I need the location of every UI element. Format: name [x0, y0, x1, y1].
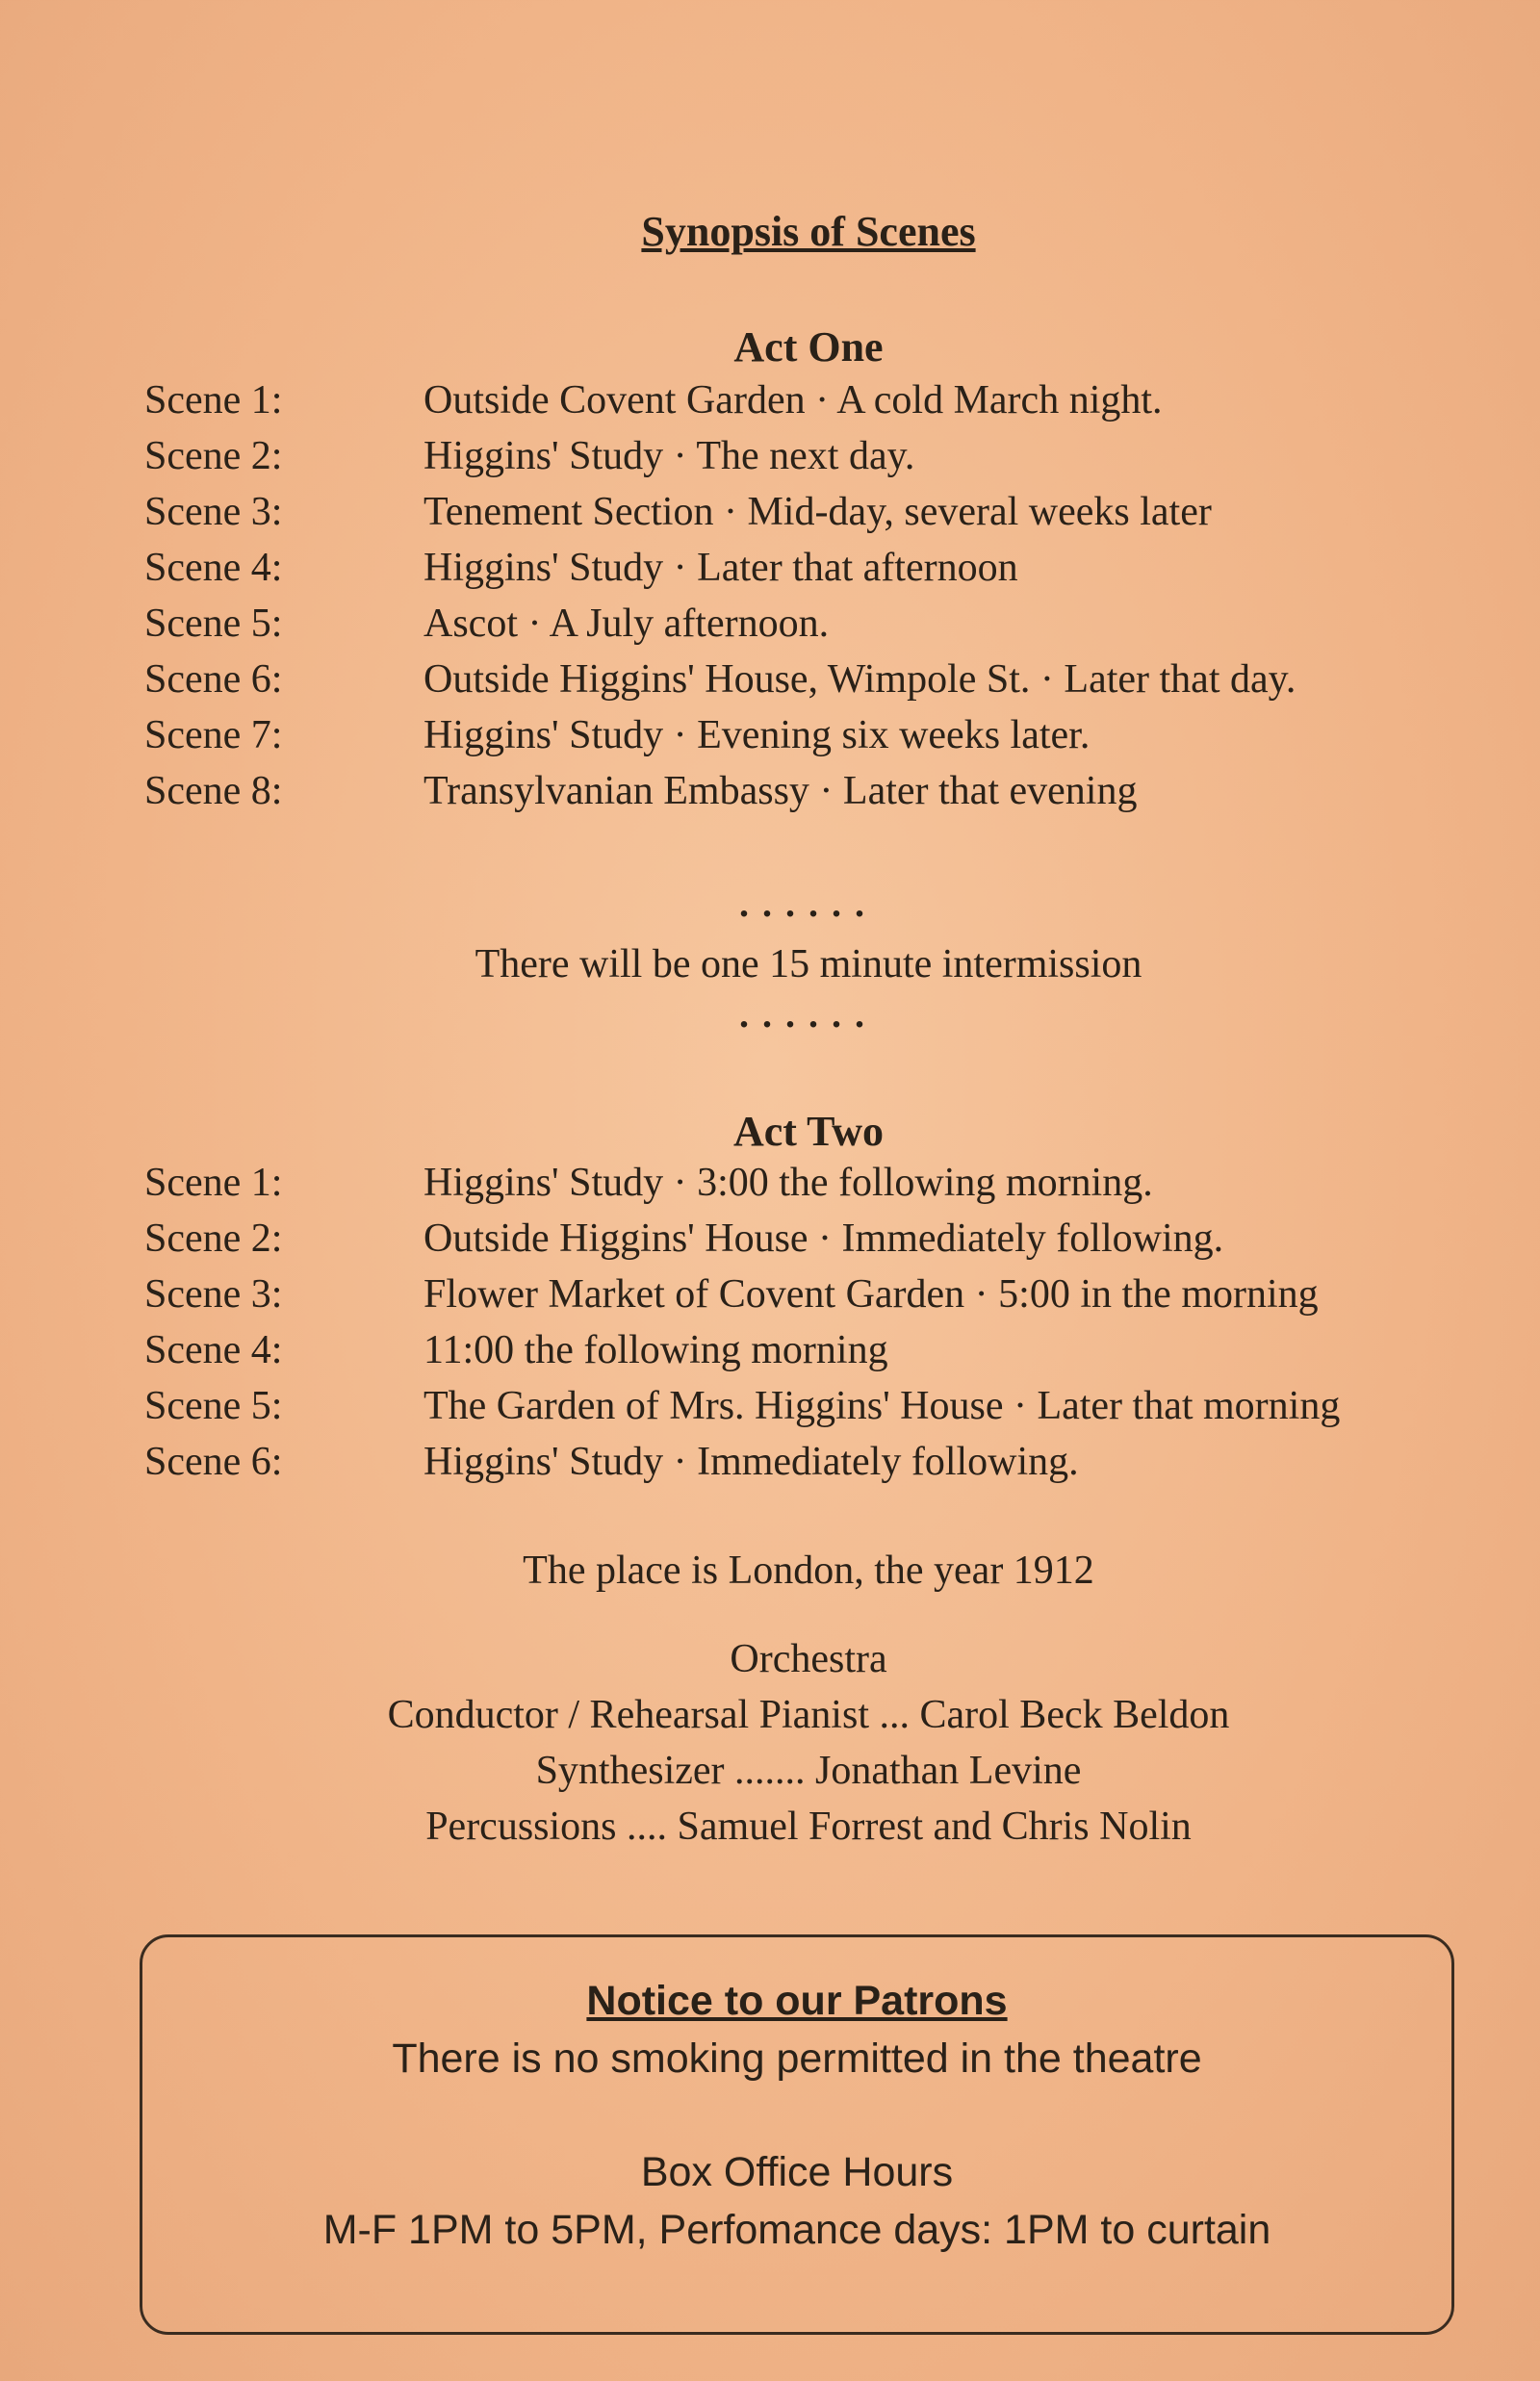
scene-row — [144, 545, 1511, 601]
page-title: Synopsis of Scenes — [641, 208, 976, 255]
scene-description: Ascot · A July afternoon. — [424, 602, 830, 646]
scene-label: Scene 5: — [144, 602, 283, 646]
scene-row — [144, 712, 1511, 768]
scene-row — [144, 1383, 1511, 1439]
scene-row — [144, 1271, 1511, 1327]
orchestra-heading: Orchestra — [730, 1637, 887, 1681]
box-office-hours: M-F 1PM to 5PM, Perfomance days: 1PM to curtain — [322, 2207, 1271, 2253]
scene-description: Outside Covent Garden · A cold March night. — [424, 378, 1163, 422]
scene-description: 11:00 the following morning — [424, 1328, 888, 1372]
scene-description: Higgins' Study · Immediately following. — [424, 1440, 1079, 1484]
scene-label: Scene 3: — [144, 490, 283, 534]
act-one-scene-list — [144, 377, 1511, 824]
scene-description: Higgins' Study · The next day. — [424, 434, 915, 478]
box-office-heading: Box Office Hours — [640, 2149, 954, 2195]
intermission-dots-bottom: ...... — [739, 992, 878, 1036]
scene-label: Scene 3: — [144, 1272, 283, 1317]
act-two-heading: Act Two — [732, 1108, 885, 1155]
scene-row — [144, 1216, 1511, 1271]
scene-row — [144, 601, 1511, 656]
scene-label: Scene 2: — [144, 1216, 283, 1261]
scene-description: Outside Higgins' House, Wimpole St. · Later that day. — [424, 657, 1296, 702]
scene-row — [144, 1327, 1511, 1383]
scene-row — [144, 1439, 1511, 1495]
scene-row — [144, 489, 1511, 545]
scene-description: Transylvanian Embassy · Later that evening — [424, 769, 1138, 813]
scene-description: Higgins' Study · Later that afternoon — [424, 546, 1018, 590]
scene-label: Scene 2: — [144, 434, 283, 478]
scene-label: Scene 7: — [144, 713, 283, 757]
scene-row — [144, 1160, 1511, 1216]
scene-label: Scene 1: — [144, 378, 283, 422]
scene-row — [144, 433, 1511, 489]
scene-label: Scene 6: — [144, 657, 283, 702]
scene-description: Flower Market of Covent Garden · 5:00 in the morning — [424, 1272, 1319, 1317]
scene-label: Scene 5: — [144, 1384, 283, 1428]
scene-row — [144, 656, 1511, 712]
intermission-dots-top: ...... — [739, 882, 878, 925]
scene-label: Scene 1: — [144, 1161, 283, 1205]
intermission-text: There will be one 15 minute intermission — [475, 942, 1142, 986]
act-two-scene-list — [144, 1160, 1511, 1495]
scene-description: Higgins' Study · Evening six weeks later. — [424, 713, 1091, 757]
notice-title: Notice to our Patrons — [586, 1978, 1008, 2024]
notice-box — [140, 1934, 1454, 2335]
scene-description: Outside Higgins' House · Immediately following. — [424, 1216, 1224, 1261]
scene-label: Scene 4: — [144, 546, 283, 590]
scene-description: Higgins' Study · 3:00 the following morning. — [424, 1161, 1153, 1205]
scene-label: Scene 4: — [144, 1328, 283, 1372]
scene-row — [144, 768, 1511, 824]
act-one-heading: Act One — [733, 323, 884, 371]
orchestra-line: Conductor / Rehearsal Pianist ... Carol Beck Beldon — [387, 1693, 1230, 1737]
orchestra-line: Synthesizer ....... Jonathan Levine — [535, 1749, 1082, 1793]
scene-label: Scene 6: — [144, 1440, 283, 1484]
orchestra-line: Percussions .... Samuel Forrest and Chris Nolin — [425, 1805, 1192, 1849]
scene-description: Tenement Section · Mid-day, several weeks later — [424, 490, 1212, 534]
scene-row — [144, 377, 1511, 433]
no-smoking-notice: There is no smoking permitted in the theatre — [392, 2035, 1202, 2082]
scene-label: Scene 8: — [144, 769, 283, 813]
scene-description: The Garden of Mrs. Higgins' House · Later that morning — [424, 1384, 1341, 1428]
setting-text: The place is London, the year 1912 — [523, 1549, 1094, 1593]
